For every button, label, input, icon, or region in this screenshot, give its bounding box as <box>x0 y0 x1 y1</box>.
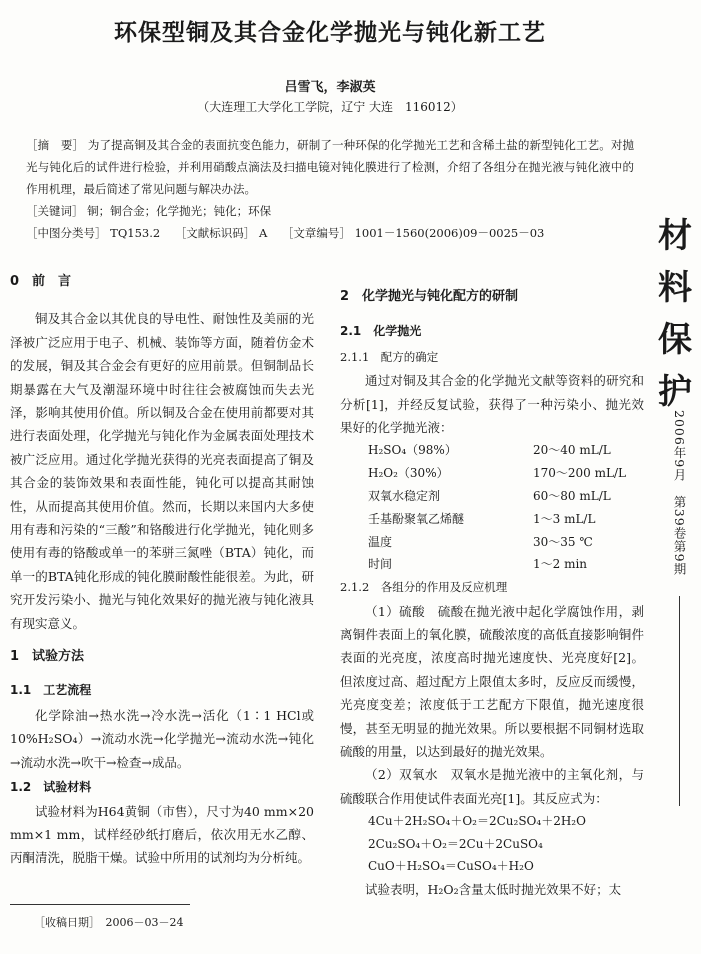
subsection-heading-materials: 1.2 试验材料 <box>10 780 92 795</box>
right-column <box>340 285 644 901</box>
sulfuric-acid-paragraph: （1）硫酸 硫酸在抛光液中起化学腐蚀作用，剥离铜件表面上的氧化膜，硫酸浓度的高低直接影响铜件表面的光亮度，浓度高时抛光速度快、光亮度好[2]。但浓度过高、超过配方上限值太多时，反应反而缓慢，光亮度变差；浓度低于工艺配方下限值，抛光速度很慢，甚至无明显的抛光效果。所以要根据不同铜材选取硫酸的用量，以达到最好的抛光效果。 <box>340 603 644 760</box>
side-rule <box>679 596 680 806</box>
doc-code-value: A <box>258 226 268 240</box>
hydrogen-peroxide-paragraph: （2）双氧水 双氧水是抛光液中的主氧化剂，与硫酸联合作用使试件表面光亮[1]。其反应式为： <box>340 767 644 806</box>
received-date: ［收稿日期］ 2006－03－24 <box>34 916 184 929</box>
formula-component-value: 1～3 mL/L <box>533 511 596 526</box>
subsubsection-heading-formula: 2.1.1 配方的确定 <box>340 349 439 364</box>
polishing-formula-table <box>340 439 644 576</box>
affiliation: （大连理工大学化工学院，辽宁 大连 116012） <box>197 100 463 114</box>
formula-component-value: 20～40 mL/L <box>533 443 611 458</box>
preface-paragraph: 铜及其合金以其优良的导电性、耐蚀性及美丽的光泽被广泛应用于电子、机械、装饰等方面，随着仿金术的发展，铜及其合金会有更好的应用前景。但铜制品长期暴露在大气及潮湿环境中时往往会被腐蚀而失去光泽，影响其使用价值。所以铜及合金在使用前都要对其进行表面处理，化学抛光与钝化作为金属表面处理技术被广泛应用。通过化学抛光获得的光亮表面提高了铜及其合金的装饰效果和表面性能，钝化可以提高其耐蚀性，从而提高其使用价值。然而，长期以来国内大多使用有毒和污染的“三酸”和铬酸进行化学抛光，钝化则多使用有毒的铬酸或单一的苯骈三氮唑（BTA）钝化，而单一的BTA钝化形成的钝化膜耐酸性能很差。为此，研究开发污染小、抛光与钝化效果好的抛光液与钝化液具有现实意义。 <box>10 311 314 631</box>
materials-paragraph: 试验材料为H64黄铜（市售），尺寸为40 mm×20 mm×1 mm，试样经砂纸打磨后，依次用无水乙醇、丙酮清洗，脱脂干燥。试验中所用的试剂均为分析纯。 <box>10 803 314 866</box>
article-no-label: ［文章编号］ <box>281 226 351 240</box>
process-paragraph: 化学除油→热水洗→冷水洗→活化（1∶1 HCl或10%H₂SO₄）→流动水洗→化学抛光→流动水洗→钝化→流动水洗→吹干→检查→成品。 <box>10 707 314 770</box>
formula-component-name: 温度 <box>368 534 393 549</box>
formula-component-value: 1～2 min <box>533 557 588 572</box>
article-no-value: 1001－1560(2006)09－0025－03 <box>354 226 545 240</box>
subsection-heading-process: 1.1 工艺流程 <box>10 682 92 697</box>
footnote-rule <box>10 904 190 905</box>
abstract-label: ［摘 要］ <box>26 138 85 152</box>
keywords-line <box>26 200 634 222</box>
abstract-paragraph <box>26 134 634 200</box>
formula-paragraph: 通过对铜及其合金的化学抛光文献等资料的研究和分析[1]，并经反复试验，获得了一种污染小、抛光效果好的化学抛光液： <box>340 373 644 436</box>
formula-component-name: 双氧水稳定剂 <box>368 489 441 504</box>
reaction-equation: CuO＋H₂SO₄＝CuSO₄＋H₂O <box>368 859 534 874</box>
subsubsection-heading-mechanism: 2.1.2 各组分的作用及反应机理 <box>340 580 508 595</box>
abstract-block <box>26 134 634 244</box>
section-heading-methods: 1 试验方法 <box>10 649 85 665</box>
clc-label: ［中图分类号］ <box>26 226 107 240</box>
reaction-equation: 4Cu＋2H₂SO₄＋O₂＝2Cu₂SO₄＋2H₂O <box>368 814 586 829</box>
paper-title: 环保型铜及其合金化学抛光与钝化新工艺 <box>114 20 546 46</box>
journal-logo: 材料保护 <box>658 216 692 412</box>
reaction-equations <box>340 810 644 878</box>
formula-component-name: H₂SO₄（98%） <box>368 443 457 458</box>
subsection-heading-polishing: 2.1 化学抛光 <box>340 324 422 339</box>
formula-component-value: 30～35 ℃ <box>533 534 593 549</box>
left-column <box>10 270 314 870</box>
section-heading-preface: 0 前 言 <box>10 274 72 289</box>
formula-component-name: 时间 <box>368 557 393 572</box>
classification-line <box>26 222 634 244</box>
section-heading-formula: 2 化学抛光与钝化配方的研制 <box>340 289 519 304</box>
keywords-label: ［关键词］ <box>26 204 84 218</box>
formula-component-value: 60～80 mL/L <box>533 489 611 504</box>
keywords-text: 铜；铜合金；化学抛光；钝化；环保 <box>87 204 272 218</box>
authors: 吕雪飞，李淑英 <box>284 80 376 95</box>
issue-info: 2006年9月 第39卷第9期 <box>672 410 687 577</box>
formula-component-name: 壬基酚聚氧乙烯醚 <box>368 511 465 526</box>
formula-component-value: 170～200 mL/L <box>533 466 626 481</box>
formula-component-name: H₂O₂（30%） <box>368 466 449 481</box>
abstract-text: 为了提高铜及其合金的表面抗变色能力，研制了一种环保的化学抛光工艺和含稀土盐的新型钝化工艺。对抛光与钝化后的试件进行检验，并利用硝酸点滴法及扫描电镜对钝化膜进行了检测，介绍了各组分在抛光液与钝化液中的作用机理，最后简述了常见问题与解决办法。 <box>26 138 634 196</box>
clc-value: TQ153.2 <box>110 226 161 240</box>
peroxide-result-paragraph: 试验表明，H₂O₂含量太低时抛光效果不好；太 <box>365 881 622 897</box>
reaction-equation: 2Cu₂SO₄＋O₂＝2Cu＋2CuSO₄ <box>368 836 543 851</box>
doc-code-label: ［文献标识码］ <box>174 226 256 240</box>
